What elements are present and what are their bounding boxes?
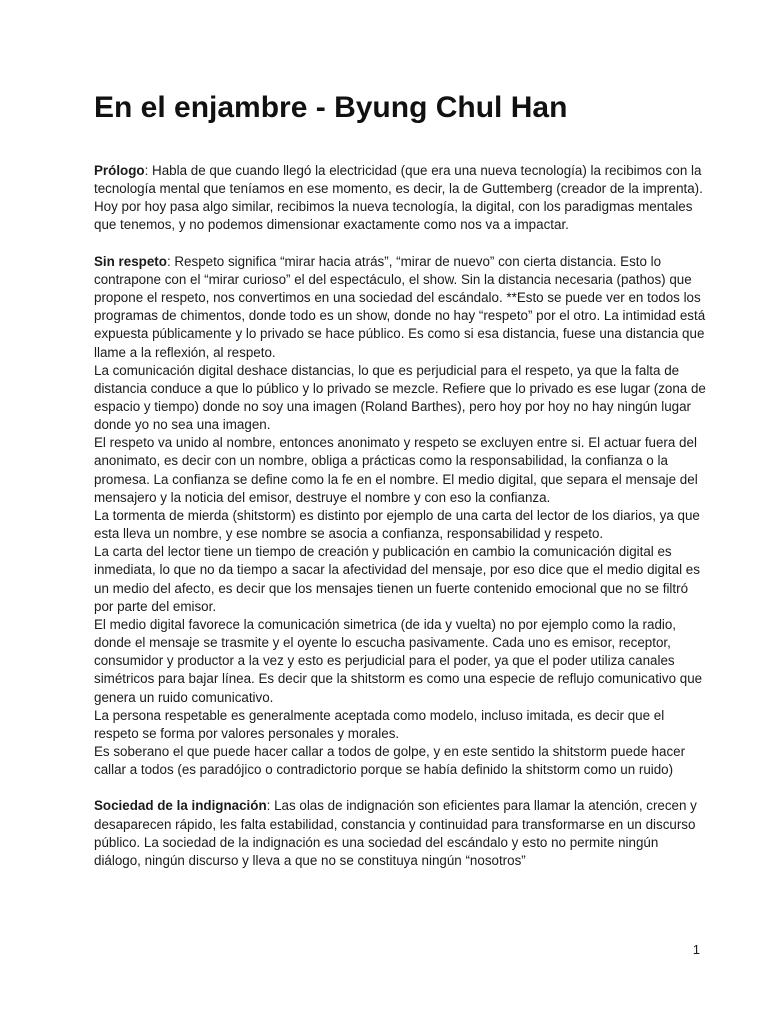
paragraph-gap xyxy=(94,779,706,797)
paragraph: Es soberano el que puede hacer callar a todos de golpe, y en este sentido la shitstorm puede hacer callar a todos (es paradójico o contradictorio porque se había definido la shitstorm como un ruido) xyxy=(94,743,686,778)
paragraph: La comunicación digital deshace distancias, lo que es perjudicial para el respeto, ya que la falta de distancia conduce a que lo público y lo privado se mezcle. Refiere que lo privado es ese lugar (zona de espacio y tiempo) donde no soy una imagen (Roland Barthes), pero hoy por hoy no hay ningún lugar donde yo no sea una imagen. xyxy=(94,362,706,433)
paragraph: La carta del lector tiene un tiempo de creación y publicación en cambio la comunicación digital es inmediata, lo que no da tiempo a sacar la afectividad del mensaje, por eso dice que el medio digital es un medio del afecto, es decir que los mensajes tienen un fuerte contenido emocional que no se filtró por parte del emisor. xyxy=(94,544,700,614)
section-sociedad-indignacion xyxy=(94,797,706,870)
paragraph-gap xyxy=(94,235,706,253)
paragraph: El respeto va unido al nombre, entonces anonimato y respeto se excluyen entre si. El actuar fuera del anonimato, es decir con un nombre, obliga a prácticas como la responsabilidad, la confianza o la promesa. La confianza se define como la fe en el nombre. El medio digital, que separa el mensaje del mensajero y la noticia del emisor, destruye el nombre y con eso la confianza. xyxy=(94,435,698,505)
section-heading: Sociedad de la indignación xyxy=(94,798,267,814)
section-text: : Las olas de indignación son eficientes para llamar la atención, crecen y desaparecen rápido, les falta estabilidad, constancia y continuidad para transformarse en un discurso público. La sociedad de la indignación es una sociedad del escándalo y esto no permite ningún diálogo, ningún discurso y lleva a que no se constituya ningún “nosotros” xyxy=(94,798,697,868)
section-heading: Prólogo xyxy=(94,163,145,178)
section-heading: Sin respeto xyxy=(94,253,167,269)
paragraph: La tormenta de mierda (shitstorm) es distinto por ejemplo de una carta del lector de los diarios, ya que esta lleva un nombre, y ese nombre se asocia a confianza, responsabilidad y respeto. xyxy=(94,507,700,542)
section-sin-respeto xyxy=(94,253,706,362)
document-body xyxy=(94,162,706,870)
page-number: 1 xyxy=(692,942,700,957)
paragraph: El medio digital favorece la comunicación simetrica (de ida y vuelta) no por ejemplo como la radio, donde el mensaje se trasmite y el oyente lo escucha pasivamente. Cada uno es emisor, receptor, consumidor y productor a la vez y esto es perjudicial para el poder, ya que el poder utiliza canales simétricos para bajar línea. Es decir que la shitstorm es como una especie de reflujo comunicativo que genera un ruido comunicativo. xyxy=(94,616,703,705)
section-text: : Respeto significa “mirar hacia atrás”, “mirar de nuevo” con cierta distancia. Esto lo contrapone con el “mirar curioso” el del espectáculo, el show. Sin la distancia necesaria (pathos) que propone el respeto, nos convertimos en una sociedad del escándalo. **Esto se puede ver en todos los programas de chimentos, donde todo es un show, donde no hay “respeto” por el otro. La intimidad está expuesta públicamente y lo privado se hace público. Es como si esa distancia, fuese una distancia que llame a la reflexión, al respeto. xyxy=(94,253,706,360)
page-title: En el enjambre - Byung Chul Han xyxy=(94,91,568,124)
paragraph: La persona respetable es generalmente aceptada como modelo, incluso imitada, es decir que el respeto se forma por valores personales y morales. xyxy=(94,707,665,741)
section-text: : Habla de que cuando llegó la electricidad (que era una nueva tecnología) la recibimos con la tecnología mental que teníamos en ese momento, es decir, la de Guttemberg (creador de la imprenta). Hoy por hoy pasa algo similar, recibimos la nueva tecnología, la digital, con los paradigmas mentales que tenemos, y no podemos dimensionar exactamente como nos va a impactar. xyxy=(94,163,703,233)
section-prologo xyxy=(94,162,706,235)
